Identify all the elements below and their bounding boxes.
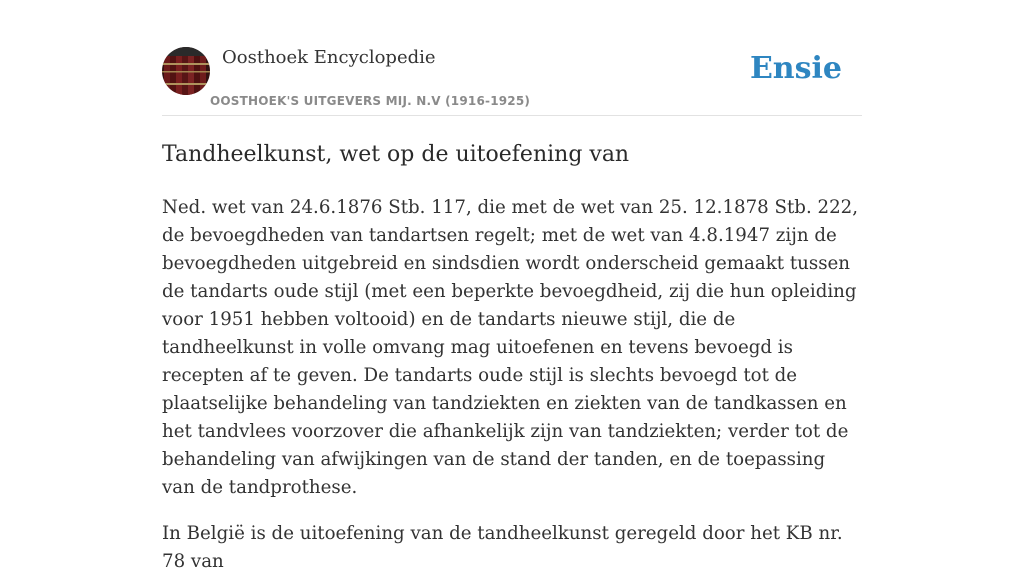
article [162,140,862,576]
encyclopedia-books-icon[interactable] [162,47,210,95]
publisher-label: OOSTHOEK'S UITGEVERS MIJ. N.V (1916-1925) [210,94,531,108]
article-title: Tandheelkunst, wet op de uitoefening van [162,142,630,167]
header-divider [162,115,862,116]
ensie-logo[interactable]: Ensie [749,51,842,86]
source-header [162,44,862,116]
article-paragraph: In België is de uitoefening van de tandheelkunst geregeld door het KB nr. 78 van [162,523,843,572]
source-name[interactable]: Oosthoek Encyclopedie [222,47,436,68]
article-paragraph: Ned. wet van 24.6.1876 Stb. 117, die met de wet van 25. 12.1878 Stb. 222, de bevoegdheden van tandartsen regelt; met de wet van 4.8.1947 zijn de bevoegdheden uitgebreid en sindsdien wordt onderscheid gemaakt tussen de tandarts oude stijl (met een beperkte bevoegdheid, zij die hun opleiding voor 1951 hebben voltooid) en de tandarts nieuwe stijl, die de tandheelkunst in volle omvang mag uitoefenen en tevens bevoegd is recepten af te geven. De tandarts oude stijl is slechts bevoegd tot de plaatselijke behandeling van tandziekten en ziekten van de tandkassen en het tandvlees voorzover die afhankelijk zijn van tandziekten; verder tot de behandeling van afwijkingen van de stand der tanden, en de toepassing van de tandprothese. [162,197,859,498]
